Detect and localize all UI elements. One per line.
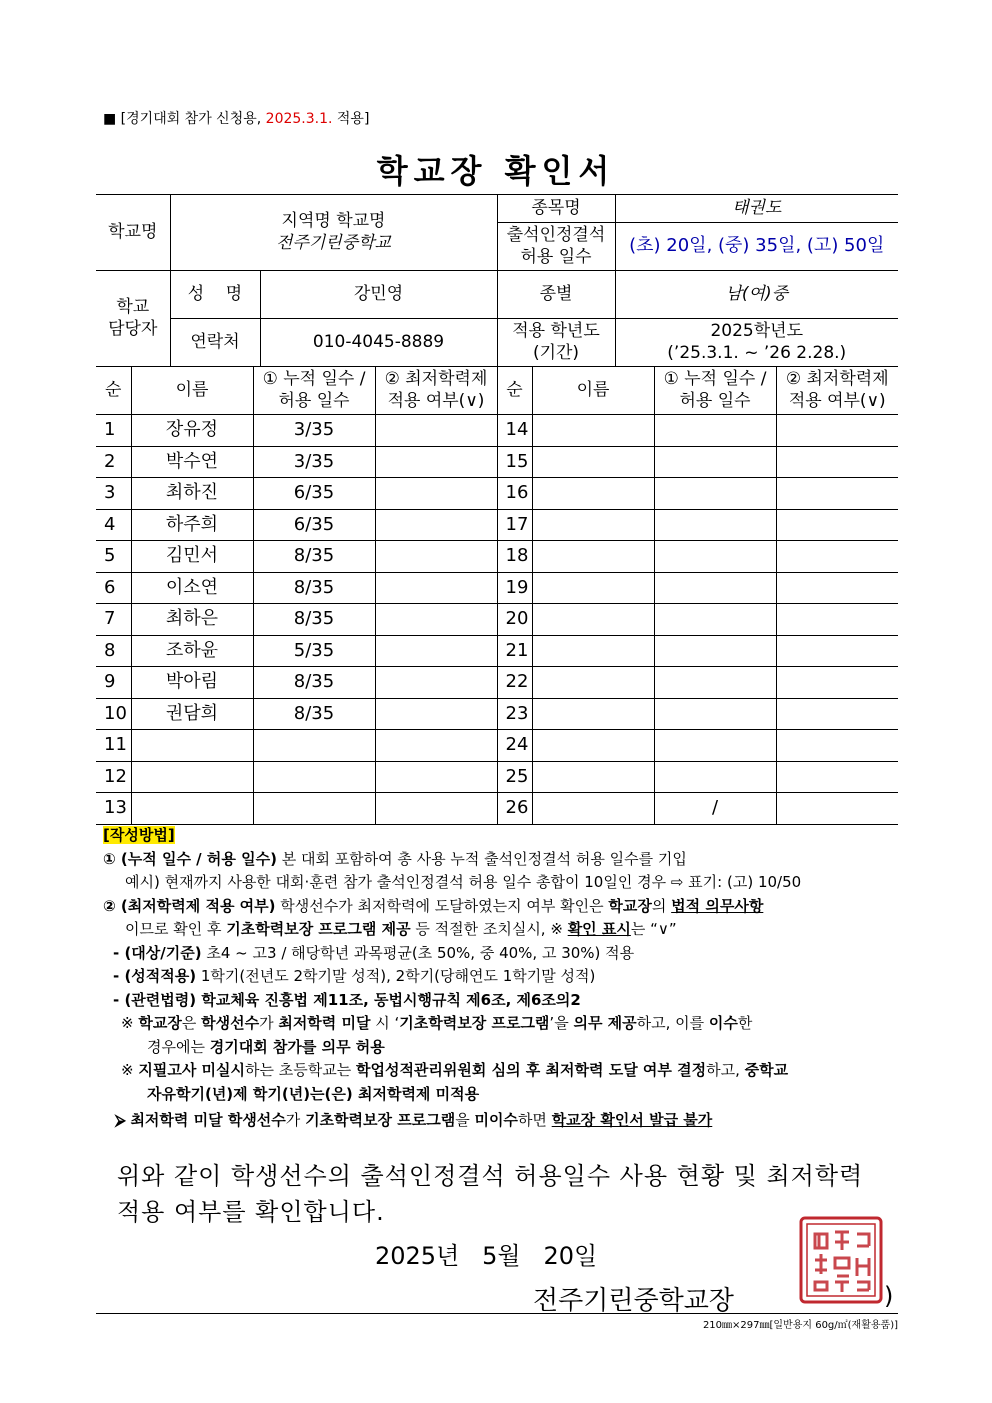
divider: [96, 1313, 898, 1314]
table-row: [96, 667, 898, 699]
col-days: ① 누적 일수 / 허용 일수: [253, 367, 375, 415]
row-name: [532, 793, 654, 825]
table-row: [96, 446, 898, 478]
row-days: [654, 572, 776, 604]
issue-date: 2025년 5월 20일: [375, 1242, 598, 1270]
col-name: 이름: [131, 367, 253, 415]
row-no: 26: [497, 793, 532, 825]
name-value: 강민영: [260, 271, 497, 319]
row-name: [532, 541, 654, 573]
row-name: 최하진: [131, 478, 253, 510]
row-no: 3: [96, 478, 131, 510]
row-no: 1: [96, 415, 131, 447]
row-mark: [776, 415, 898, 447]
row-name: 장유정: [131, 415, 253, 447]
row-mark: [375, 478, 497, 510]
name-label: 성 명: [170, 271, 260, 319]
row-mark: [776, 509, 898, 541]
table-header-row: [96, 367, 898, 415]
allow-value: (초) 20일, (중) 35일, (고) 50일: [615, 223, 898, 271]
row-mark: [776, 667, 898, 699]
row-name: [532, 415, 654, 447]
row-no: 8: [96, 635, 131, 667]
row-mark: [375, 415, 497, 447]
allow-label: 출석인정결석 허용 일수: [497, 223, 615, 271]
manager-label: 학교 담당자: [96, 271, 170, 367]
row-days: 8/35: [253, 604, 375, 636]
row-days: [654, 698, 776, 730]
info-table: [96, 194, 898, 367]
row-mark: [375, 698, 497, 730]
row-no: 5: [96, 541, 131, 573]
table-row: [96, 478, 898, 510]
row-days: [654, 509, 776, 541]
col-min: ② 최저학력제 적용 여부(∨): [776, 367, 898, 415]
row-no: 14: [497, 415, 532, 447]
row-name: 김민서: [131, 541, 253, 573]
principal-signature: 전주기린중학교장: [533, 1286, 734, 1316]
seal-paren: ): [884, 1282, 894, 1310]
row-name: [532, 698, 654, 730]
row-days: [654, 446, 776, 478]
row-mark: [375, 604, 497, 636]
table-row: [96, 761, 898, 793]
method-tag: [작성방법]: [103, 826, 175, 844]
row-mark: [776, 604, 898, 636]
table-row: [96, 604, 898, 636]
row-no: 22: [497, 667, 532, 699]
row-days: 3/35: [253, 446, 375, 478]
type-label: 종별: [497, 271, 615, 319]
row-no: 6: [96, 572, 131, 604]
col-min: ② 최저학력제 적용 여부(∨): [375, 367, 497, 415]
col-name: 이름: [532, 367, 654, 415]
row-mark: [776, 446, 898, 478]
row-days: [654, 667, 776, 699]
row-mark: [375, 761, 497, 793]
row-no: 15: [497, 446, 532, 478]
row-no: 25: [497, 761, 532, 793]
row-days: [654, 541, 776, 573]
row-name: 박아림: [131, 667, 253, 699]
header-note: ■ [경기대회 참가 신청용, 2025.3.1. 적용]: [103, 111, 370, 127]
col-no: 순: [497, 367, 532, 415]
row-no: 13: [96, 793, 131, 825]
row-no: 19: [497, 572, 532, 604]
row-name: [532, 509, 654, 541]
row-days: [654, 730, 776, 762]
row-mark: [776, 730, 898, 762]
row-name: [532, 478, 654, 510]
row-name: [532, 572, 654, 604]
school-value: 지역명 학교명 전주기린중학교: [170, 195, 497, 271]
row-mark: [776, 793, 898, 825]
sport-label: 종목명: [497, 195, 615, 223]
row-days: 8/35: [253, 572, 375, 604]
row-mark: [375, 793, 497, 825]
table-row: [96, 415, 898, 447]
row-days: [654, 415, 776, 447]
student-table: [96, 366, 898, 825]
row-name: 조하윤: [131, 635, 253, 667]
table-row: [96, 793, 898, 825]
table-row: [96, 541, 898, 573]
row-days: 6/35: [253, 478, 375, 510]
row-name: [131, 793, 253, 825]
table-row: [96, 572, 898, 604]
row-days: [654, 478, 776, 510]
row-name: 박수연: [131, 446, 253, 478]
row-no: 11: [96, 730, 131, 762]
row-name: [532, 604, 654, 636]
row-days: 8/35: [253, 541, 375, 573]
row-name: [532, 667, 654, 699]
row-name: 하주희: [131, 509, 253, 541]
contact-label: 연락처: [170, 319, 260, 367]
row-name: 이소연: [131, 572, 253, 604]
sport-value: 태권도: [615, 195, 898, 223]
confirm-text: 위와 같이 학생선수의 출석인정결석 허용일수 사용 현황 및 최저학력 적용 여부를 확인합니다.: [117, 1162, 864, 1226]
row-no: 20: [497, 604, 532, 636]
row-mark: [375, 541, 497, 573]
row-days: 5/35: [253, 635, 375, 667]
row-no: 23: [497, 698, 532, 730]
school-seal-icon: [797, 1214, 885, 1306]
table-row: [96, 635, 898, 667]
row-no: 16: [497, 478, 532, 510]
row-name: [532, 635, 654, 667]
page-title: 학교장 확인서: [376, 152, 616, 190]
row-days: 3/35: [253, 415, 375, 447]
writing-method: [작성방법] ① (누적 일수 / 허용 일수) 본 대회 포함하여 총 사용 누적 출석인정결석 허용 일수를 기입 예시) 현재까지 사용한 대회·훈련 참가 출석인정결석 허용 일수 총합이 10일인 경우 ⇨ 표기: (고) 10/50 ② (최저학력제 적용 여부) 학생선수가 최저학력에 도달하였는지 여부 확인은 학교장의 법적 의무사항 이므로 확인 후 기초학력보장 프로그램 제공 등 적절한 조치실시, ※ 확인 표시는 “∨” - (대상/기준) 초4 ~ 고3 / 해당학년 과목평균(초 50%, 중 40%, 고 30%) 적용 - (성적적용) 1학기(전년도 2학기말 성적), 2학기(당해연도 1학기말 성적) - (관련법령) 학교체육 진흥법 제11조, 동법시행규칙 제6조, 제6조의2 ※ 학교장은 학생선수가 최저학력 미달 시 ‘기초학력보장 프로그램’을 의무 제공하고, 이를 이수한 경우에는 경기대회 참가를 의무 허용 ※ 지필고사 미실시하는 초등학교는 학업성적관리위원회 심의 후 최저학력 도달 여부 결정하고, 중학교 자유학기(년)제 학기(년)는(은) 최저학력제 미적용 ⮚ 최저학력 미달 학생선수가 기초학력보장 프로그램을 미이수하면 학교장 확인서 발급 불가: [103, 826, 802, 1129]
row-days: /: [654, 793, 776, 825]
paper-spec: 210㎜×297㎜[일반용지 60g/㎡(재활용품)]: [702, 1320, 898, 1331]
row-days: 8/35: [253, 698, 375, 730]
table-row: [96, 509, 898, 541]
row-name: [131, 730, 253, 762]
table-row: [96, 698, 898, 730]
row-days: [253, 793, 375, 825]
row-days: 8/35: [253, 667, 375, 699]
row-name: [532, 761, 654, 793]
row-mark: [776, 761, 898, 793]
col-days: ① 누적 일수 / 허용 일수: [654, 367, 776, 415]
row-name: [532, 730, 654, 762]
row-days: [253, 761, 375, 793]
row-mark: [375, 572, 497, 604]
row-mark: [776, 541, 898, 573]
row-days: [253, 730, 375, 762]
row-name: [131, 761, 253, 793]
contact-value: 010-4045-8889: [260, 319, 497, 367]
col-no: 순: [96, 367, 131, 415]
row-days: 6/35: [253, 509, 375, 541]
row-no: 4: [96, 509, 131, 541]
row-days: [654, 761, 776, 793]
row-mark: [375, 667, 497, 699]
row-no: 18: [497, 541, 532, 573]
row-mark: [375, 509, 497, 541]
row-no: 7: [96, 604, 131, 636]
row-no: 10: [96, 698, 131, 730]
arrow-box-icon: ⮚: [115, 1111, 126, 1129]
row-mark: [375, 635, 497, 667]
row-mark: [375, 446, 497, 478]
row-name: 최하은: [131, 604, 253, 636]
year-value: 2025학년도 (’25.3.1. ~ ’26 2.28.): [615, 319, 898, 367]
row-no: 2: [96, 446, 131, 478]
row-mark: [776, 635, 898, 667]
table-row: [96, 730, 898, 762]
row-name: 권담희: [131, 698, 253, 730]
row-days: [654, 604, 776, 636]
row-no: 12: [96, 761, 131, 793]
year-label: 적용 학년도 (기간): [497, 319, 615, 367]
row-no: 17: [497, 509, 532, 541]
row-days: [654, 635, 776, 667]
type-value: 남(여)중: [615, 271, 898, 319]
row-mark: [776, 572, 898, 604]
row-no: 21: [497, 635, 532, 667]
row-no: 9: [96, 667, 131, 699]
school-label: 학교명: [96, 195, 170, 271]
row-mark: [776, 478, 898, 510]
row-mark: [776, 698, 898, 730]
row-no: 24: [497, 730, 532, 762]
row-name: [532, 446, 654, 478]
row-mark: [375, 730, 497, 762]
